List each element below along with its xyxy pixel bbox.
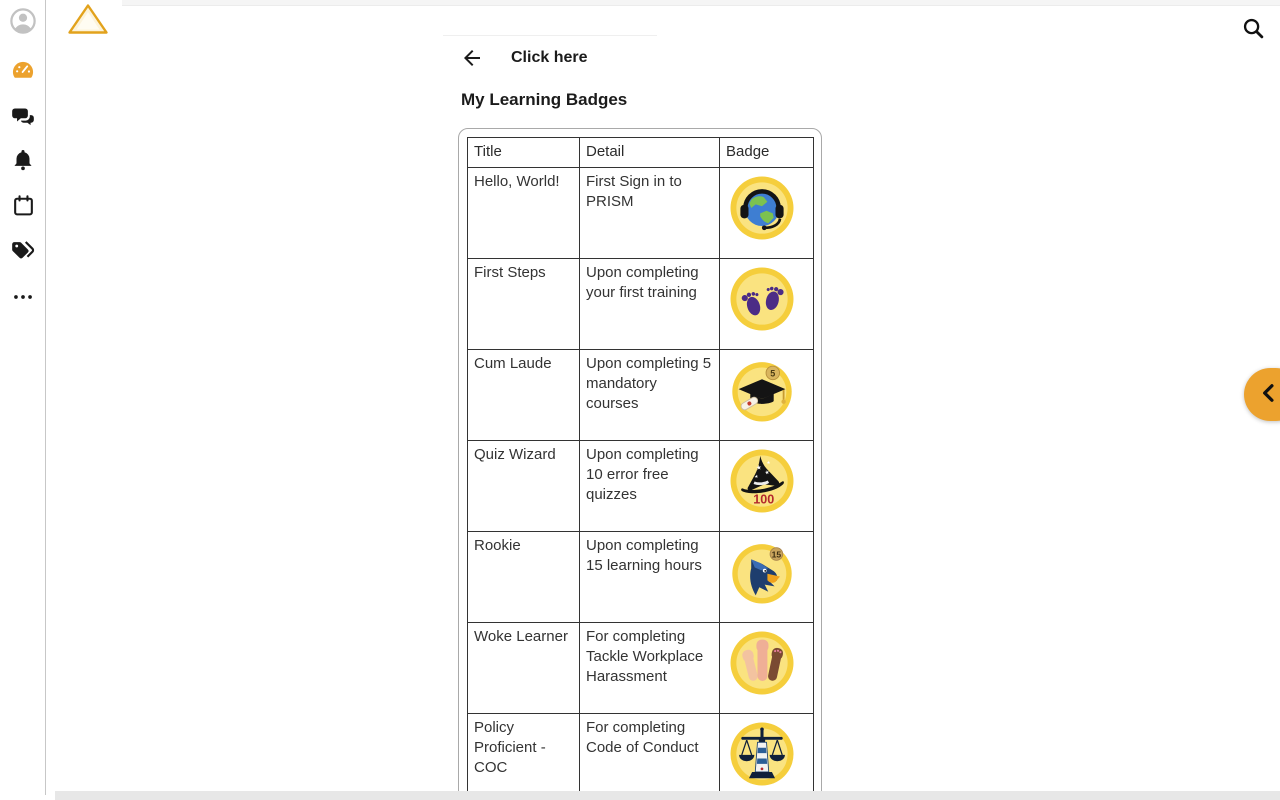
back-row [460, 45, 587, 71]
more-ellipsis-icon [10, 284, 36, 310]
avatar-icon [8, 6, 38, 36]
badge-title-cell: Rookie [468, 532, 580, 623]
column-header-badge: Badge [720, 138, 814, 168]
footprints-badge-icon [726, 290, 798, 307]
sidebar-item-dashboard[interactable] [9, 56, 37, 84]
table-row [468, 623, 814, 714]
chat-icon [10, 102, 36, 128]
badge-title-cell: Quiz Wizard [468, 441, 580, 532]
sidebar-item-tags[interactable] [9, 236, 37, 264]
badge-detail-cell: For completing Tackle Workplace Harassment [580, 623, 720, 714]
badge-image-cell [720, 623, 814, 714]
panel-expand-button[interactable] [1244, 368, 1280, 421]
badge-detail-cell: Upon completing your first training [580, 259, 720, 350]
badge-title-cell: Woke Learner [468, 623, 580, 714]
column-header-title: Title [468, 138, 580, 168]
badge-detail-cell: Upon completing 5 mandatory courses [580, 350, 720, 441]
badge-detail-cell: First Sign in to PRISM [580, 168, 720, 259]
svg-text:★: ★ [755, 464, 763, 472]
table-row [468, 441, 814, 532]
raised-fists-badge-icon [726, 654, 798, 671]
top-strip [122, 0, 1280, 6]
calendar-icon [11, 193, 36, 218]
table-row [468, 168, 814, 259]
badges-table-card [458, 128, 822, 800]
divider-line [443, 35, 657, 36]
badge-image-cell [720, 532, 814, 623]
table-row [468, 532, 814, 623]
badge-image-cell [720, 350, 814, 441]
sidebar-item-calendar[interactable] [9, 191, 37, 219]
page-title: My Learning Badges [461, 90, 628, 109]
wizard-hat-badge-icon [726, 459, 798, 507]
table-row [468, 714, 814, 800]
graduation-cap-badge-icon [726, 368, 798, 398]
prism-triangle-logo [67, 3, 109, 35]
bottom-scrollbar[interactable] [55, 791, 1280, 800]
badge-title-cell: Cum Laude [468, 350, 580, 441]
badge-image-cell [720, 168, 814, 259]
svg-text:★: ★ [754, 473, 759, 480]
globe-headset-badge-icon [726, 199, 798, 216]
sidebar-item-notifications[interactable] [9, 146, 37, 174]
chevron-left-icon [1256, 380, 1280, 409]
badge-title-cell: First Steps [468, 259, 580, 350]
eagle-badge-icon [726, 549, 798, 580]
back-label[interactable]: Click here [511, 49, 588, 66]
tags-icon [10, 237, 36, 263]
badge-title-cell: Policy Proficient - COC [468, 714, 580, 800]
search-icon [1239, 30, 1267, 45]
table-header-row [468, 138, 814, 168]
badge-image-cell [720, 441, 814, 532]
badge-image-cell [720, 259, 814, 350]
back-button[interactable] [460, 46, 484, 70]
sidebar-item-chat[interactable] [9, 101, 37, 129]
profile-avatar-button[interactable] [9, 7, 37, 35]
svg-text:100: 100 [753, 492, 775, 507]
badge-title-cell: Hello, World! [468, 168, 580, 259]
svg-text:15: 15 [771, 549, 782, 560]
svg-text:5: 5 [770, 368, 776, 379]
svg-text:★: ★ [764, 469, 770, 477]
notifications-bell-icon [10, 147, 36, 173]
badges-table [467, 137, 814, 800]
column-header-detail: Detail [580, 138, 720, 168]
search-button[interactable] [1238, 14, 1268, 44]
scales-lighthouse-badge-icon [726, 745, 798, 762]
table-row [468, 259, 814, 350]
svg-text:★: ★ [766, 459, 771, 466]
sidebar-item-more[interactable] [9, 283, 37, 311]
badge-image-cell [720, 714, 814, 800]
badge-detail-cell: Upon completing 15 learning hours [580, 532, 720, 623]
table-row [468, 350, 814, 441]
dashboard-gauge-icon [10, 57, 36, 83]
arrow-back-icon [460, 58, 484, 73]
left-sidebar [0, 0, 46, 795]
badge-detail-cell: For completing Code of Conduct [580, 714, 720, 800]
badge-detail-cell: Upon completing 10 error free quizzes [580, 441, 720, 532]
